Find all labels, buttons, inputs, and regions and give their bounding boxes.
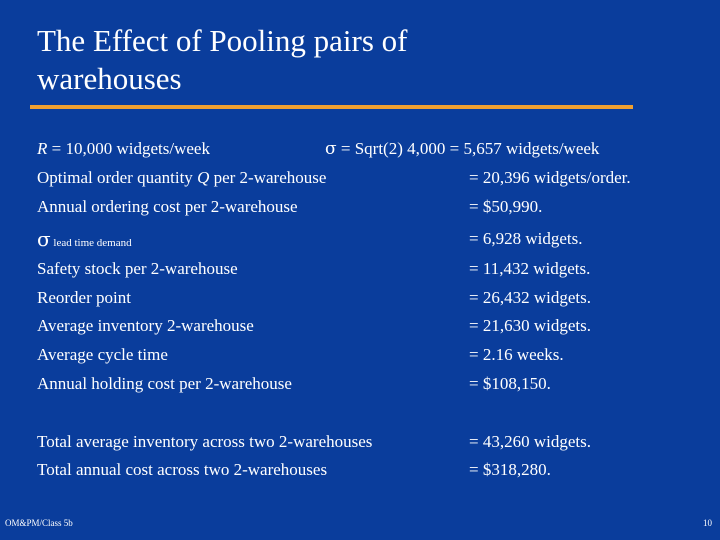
row-label: Reorder point [37,288,131,307]
sigma-symbol: σ [37,227,51,251]
row-sigma-lead-time [37,227,677,251]
page-number: 10 [703,518,712,528]
row-value: = 2.16 weeks. [469,345,564,364]
row-value: = 6,928 widgets. [469,229,583,248]
sigma-symbol: σ [325,139,337,159]
row-average-cycle-time [37,343,677,367]
row-value: = $50,990. [469,197,543,216]
row-safety-stock [37,257,677,281]
row-label: Average inventory 2-warehouse [37,316,254,335]
row-label [37,166,326,190]
variable-r: R [37,139,48,158]
variable-q: Q [197,168,210,187]
sigma-expression-text: = Sqrt(2) 4,000 = 5,657 widgets/week [336,139,600,158]
row-ordering-cost [37,195,677,219]
row-label: Safety stock per 2-warehouse [37,259,238,278]
row-total-annual-cost [37,458,677,482]
row-label: Annual holding cost per 2-warehouse [37,374,292,393]
row-value: = 20,396 widgets/order. [469,168,631,187]
row-label: Total average inventory across two 2-warehouses [37,432,373,451]
demand-rate-text: = 10,000 widgets/week [47,139,210,158]
order-quantity-suffix: per 2-warehouse [209,168,327,187]
row-label: Average cycle time [37,345,168,364]
title-divider [30,105,633,109]
row-value: = 21,630 widgets. [469,316,591,335]
row-label: Annual ordering cost per 2-warehouse [37,197,298,216]
row-demand-rate [37,137,677,161]
row-value: = $318,280. [469,460,551,479]
row-total-average-inventory [37,430,677,454]
row-average-inventory [37,314,677,338]
row-label [37,137,210,161]
title-line-1: The Effect of Pooling pairs of [37,23,408,58]
row-sigma-expression [325,137,599,161]
order-quantity-prefix: Optimal order quantity [37,168,198,187]
row-value: = 43,260 widgets. [469,432,591,451]
row-value: = $108,150. [469,374,551,393]
row-value: = 11,432 widgets. [469,259,591,278]
row-reorder-point [37,286,677,310]
lead-time-demand-subscript: lead time demand [50,237,132,249]
title-line-2: warehouses [37,61,182,96]
row-order-quantity [37,166,677,190]
slide-title [37,22,637,98]
row-value: = 26,432 widgets. [469,288,591,307]
footer-course-label: OM&PM/Class 5b [5,518,73,528]
row-label: Total annual cost across two 2-warehouses [37,460,328,479]
row-label [37,227,132,255]
row-holding-cost [37,372,677,396]
